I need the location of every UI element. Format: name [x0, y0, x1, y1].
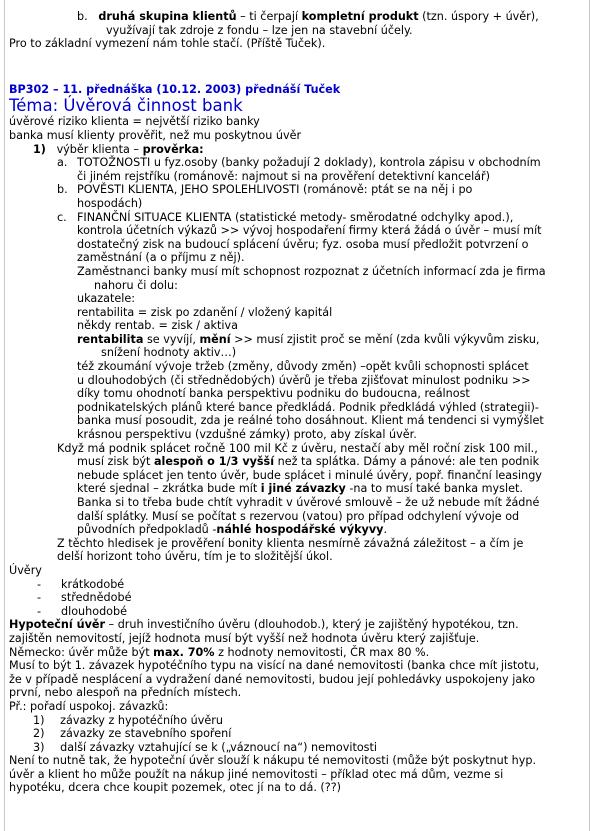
bold-term: kompletní produkt	[301, 10, 419, 23]
subitem-c	[9, 211, 589, 225]
text-span: výběr klienta –	[56, 142, 143, 156]
text-span: – ti čerpají	[236, 10, 302, 23]
list-marker: b.	[77, 10, 88, 23]
paragraph: Z těchto hledisek je prověření bonity klienta nesmírně závažná záležitost – a čím je	[57, 536, 524, 550]
list-marker: 2)	[33, 727, 45, 741]
bold-term: alespoň o 1/3 vyšší	[154, 455, 275, 469]
paragraph-cont: úvěr a klient ho může použít na nákup jiné nemovitosti – příklad otec má dům, vezme si	[9, 767, 504, 781]
text-span: – druh investičního úvěru (dlouhodob.), který je zajištěný hypotékou, tzn.	[104, 618, 519, 632]
dash-item	[9, 605, 589, 619]
text-span: Německo: úvěr může být	[9, 645, 154, 659]
text-span: závazky ze stavebního spoření	[60, 727, 232, 741]
bold-term: max. 70%	[153, 645, 215, 659]
list-marker: 3)	[33, 740, 45, 754]
paragraph	[9, 333, 589, 347]
paragraph-cont: podnikatelských plánů které bance předkládá. Podnik předkládá výhled (strategii)-	[77, 400, 539, 414]
paragraph-cont	[9, 455, 589, 469]
bold-term: druhá skupina klientů	[98, 10, 237, 23]
text-span: než ta splátka. Dámy a pánové: ale ten podnik	[274, 455, 540, 469]
dash-item	[9, 578, 589, 592]
subitem-b	[9, 183, 589, 197]
list-marker: 1)	[33, 142, 46, 156]
list-marker: -	[37, 591, 42, 605]
paragraph: Není to nutně tak, že hypoteční úvěr slouží k nákupu té nemovitosti (může být poskytnut hyp.	[9, 754, 537, 768]
list-marker: b.	[57, 183, 68, 197]
paragraph-cont: banka musí posoudit, zda je reálné toho dosáhnout. Klient má tendenci si vymýšlet	[77, 414, 544, 428]
bold-term: mění	[199, 332, 231, 346]
paragraph-cont	[9, 523, 589, 537]
list-marker: c.	[57, 210, 67, 224]
subitem-c-cont: kontrola účetních výkazů >> vývoj hospodaření firmy která žádá o úvěr – musí mít	[77, 224, 542, 238]
subitem-c-cont: dostatečný zisk na budoucí splácení úvěru; fyz. osoba musí předložit potvrzení o	[77, 237, 529, 251]
formula: rentabilita = zisk po zdanění / vložený kapitál	[77, 305, 333, 319]
text-span: .	[383, 523, 387, 537]
text-span: původních předpokladů -	[77, 523, 217, 537]
paragraph-cont: že v případě nesplácení a vydražení dané nemovitosti, budou její pohledávky uspokojeny jako	[9, 672, 536, 686]
text-span: z hodnoty nemovitosti, ČR max 80 %.	[214, 645, 430, 659]
paragraph-cont: nahoru či dolu:	[94, 278, 178, 292]
paragraph	[9, 618, 589, 632]
lecture-heading: BP302 – 11. přednáška (10.12. 2003) přednáší Tuček	[9, 82, 341, 96]
paragraph: Když má podnik splácet ročně 100 mil Kč z úvěru, nestačí aby měl roční zisk 100 mil.,	[57, 441, 538, 455]
list-marker: -	[37, 577, 42, 591]
paragraph: též zkoumání vývoje tržeb (změny, důvody změn) –opět kvůli schopnosti splácet	[77, 360, 529, 374]
paragraph-cont: nebude splácet jen tento úvěr, bude splácet i minulé úvěry, popř. finanční leasingy	[77, 468, 542, 482]
paragraph	[9, 646, 589, 660]
paragraph-cont: u dlouhodobých (či střednědobých) úvěrů je třeba zjišťovat minulost podniku >>	[77, 373, 531, 387]
numbered-item	[9, 714, 589, 728]
paragraph: Pro to základní vymezení nám tohle stačí. (Příště Tuček).	[9, 37, 326, 51]
paragraph-cont: Banka si to třeba bude chtít vyhradit v úvěrové smlouvě – že už nebude mít žádné	[77, 496, 540, 509]
paragraph: ukazatele:	[77, 292, 135, 306]
text-span: střednědobé	[61, 591, 132, 605]
paragraph-cont	[9, 482, 589, 496]
numbered-item-1	[9, 143, 589, 157]
list-marker: a.	[57, 156, 68, 170]
numbered-item	[9, 727, 589, 741]
paragraph-cont: zajištěn nemovitostí, jejíž hodnota musí být vyšší než hodnota úvěru který zajišťuje.	[9, 631, 480, 645]
subitem-a-cont: či jiném rejstříku (románově: najmout si na prověření detektivní kancelář)	[77, 169, 491, 183]
section-label: Úvěry	[9, 563, 42, 577]
bold-term: i jiné závazky	[260, 482, 346, 496]
text-span: >> musí zjistit proč se mění (zda kvůli výkyvům zisku,	[230, 332, 540, 346]
subitem-a	[9, 156, 589, 170]
text-span: které sjednal – zkrátka bude mít	[77, 482, 261, 496]
paragraph-cont: hypotéku, dcera chce koupit pozemek, otec jí na to dá. (??)	[9, 781, 342, 795]
text-span: -na to musí také banka myslet.	[345, 482, 523, 496]
bold-term: prověrka:	[142, 142, 204, 156]
paragraph: úvěrové riziko klienta = největší riziko banky	[9, 115, 260, 129]
dash-item	[9, 591, 589, 605]
top-item-b	[9, 10, 589, 24]
paragraph: Př.: pořadí uspokoj. závazků:	[9, 699, 169, 713]
text-span: TOTOŽNOSTI u fyz.osoby (banky požadují 2 doklady), kontrola zápisu v obchodním	[77, 156, 541, 170]
subitem-b-cont: hospodách)	[77, 196, 143, 210]
text-span: dlouhodobé	[61, 604, 128, 618]
text-span: FINANČNÍ SITUACE KLIENTA (statistické metody- směrodatné odchylky apod.),	[77, 210, 514, 224]
paragraph-cont: díky tomu ohodnotí banka perspektivu podniku do budoucna, reálnost	[77, 387, 470, 401]
paragraph-cont: krásnou perspektivu (vzdušné zámky) proto, aby získal úvěr.	[77, 428, 417, 442]
text-span: (tzn. úspory + úvěr),	[418, 10, 539, 23]
text-span: další závazky vztahující se k („váznoucí na“) nemovitosti	[60, 740, 377, 754]
lecture-title: Téma: Úvěrová činnost bank	[9, 96, 243, 116]
text-span: závazky z hypotéčního úvěru	[60, 713, 223, 727]
paragraph: Musí to být 1. závazek hypotéčního typu na visící na dané nemovitosti (banka chce mít jistotu,	[9, 659, 540, 673]
top-item-b-cont: využívají tak zdroje z fondu – lze jen na stavební účely.	[106, 23, 413, 37]
paragraph: banka musí klienty prověřit, než mu poskytnou úvěr	[9, 128, 302, 142]
subitem-c-cont: zaměstnání (a o příjmu z něj).	[77, 251, 245, 265]
text-span: POVĚSTI KLIENTA, JEHO SPOLEHLIVOSTI (románově: ptát se na něj i po	[77, 183, 473, 197]
bold-term: Hypoteční úvěr	[9, 618, 105, 632]
bold-term: náhlé hospodářské výkyvy	[216, 523, 384, 537]
paragraph-cont: první, nebo alespoň na předních místech.	[9, 686, 242, 700]
list-marker: 1)	[33, 713, 45, 727]
list-marker: -	[37, 604, 42, 618]
formula: někdy rentab. = zisk / aktiva	[77, 319, 238, 333]
paragraph-cont: další splátky. Musí se počítat s rezervou (vatou) pro případ odchylení vývoje od	[77, 509, 520, 523]
text-span: musí zisk být	[77, 455, 154, 469]
paragraph-cont: snížení hodnoty aktiv…)	[101, 346, 237, 360]
paragraph: Zaměstnanci banky musí mít schopnost rozpoznat z účetních informací zda je firma	[77, 264, 546, 278]
numbered-item	[9, 741, 589, 755]
paragraph-cont: delší horizont toho úvěru, tím je to složitější úkol.	[57, 550, 333, 564]
document-page	[4, 0, 590, 831]
text-span: krátkodobé	[61, 577, 125, 591]
bold-term: rentabilita	[77, 332, 144, 346]
text-span: se vyvíjí,	[143, 332, 200, 346]
